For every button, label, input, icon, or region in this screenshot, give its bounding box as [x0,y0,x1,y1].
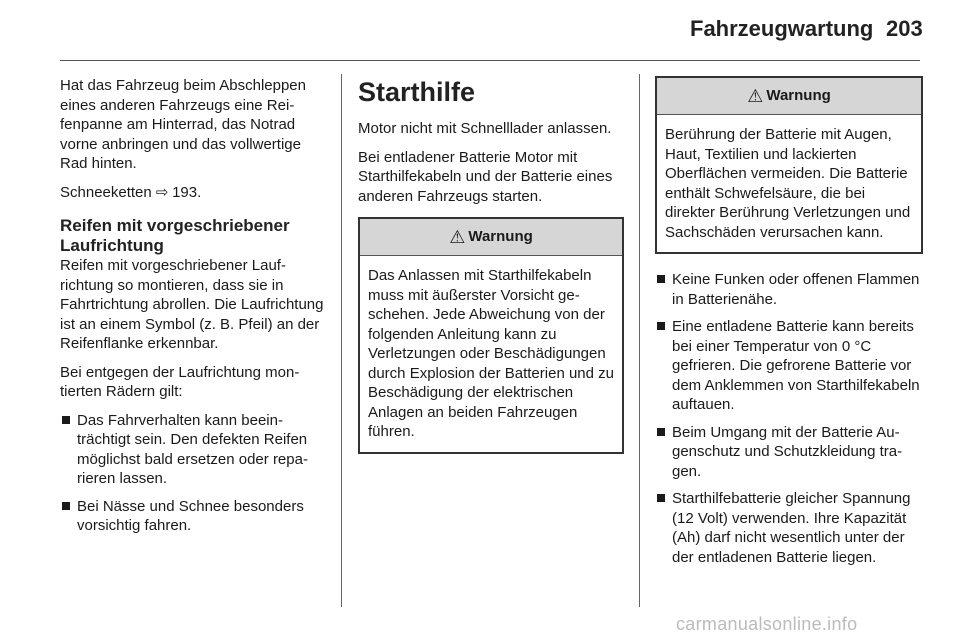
square-bullet-icon [62,416,70,424]
direction-tyres-list [60,411,326,536]
warning-label: Warnung [766,87,831,105]
warning-box-jump-start [358,217,624,454]
page-number: 203 [886,16,923,41]
quick-charger-paragraph: Motor nicht mit Schnelllader anlassen. [358,120,612,137]
snow-chains-reference [60,183,326,203]
direction-tyres-lead: Bei entgegen der Laufrichtung montierten Rädern gilt: [60,363,300,400]
list-item: Bei Nässe und Schnee besonders vorsichtig fahren. [60,497,326,536]
page-reference-icon: ⇨ [155,183,169,201]
list-item: Das Fahrverhalten kann beeinträchtigt sein. Den defekten Reifen möglichst bald ersetzen oder reparieren lassen. [60,411,326,489]
starthilfe-heading: Starthilfe [358,77,476,107]
jump-start-paragraph: Bei entladener Batterie Motor mit Starthilfekabeln und der Batterie eines anderen Fahrzeugs starten. [358,148,613,205]
list-item: Eine entladene Batterie kann bereits bei einer Temperatur von 0 °C gefrieren. Die gefrorene Batterie vor dem Anklemmen von Starthilfekabeln auftauen. [655,317,923,415]
square-bullet-icon [62,502,70,510]
warning-text: Berührung der Batterie mit Augen, Haut, Textilien und lackierten Oberflächen vermeiden. Die Batterie enthält Schwefelsäure, die bei direkter Berührung Verletzungen und Sachschäden verursachen kann. [665,126,911,241]
warning-header [657,78,921,115]
warning-box-battery-acid [655,76,923,254]
list-item: Starthilfebatterie gleicher Spannung (12 Volt) verwenden. Ihre Kapazität (Ah) darf nicht wesentlich unter der der entladenen Batterie liegen. [655,489,923,567]
column-divider-1 [341,74,342,607]
jump-start-precautions-list [655,270,923,567]
watermark: carmanualsonline.info [676,614,858,634]
square-bullet-icon [657,428,665,436]
towing-paragraph: Hat das Fahrzeug beim Abschleppen eines anderen Fahrzeugs eine Reifenpanne am Hinterrad, das Notrad vorne anbringen und das vollwertige Rad hinten. [60,77,306,172]
list-item: Keine Funken oder offenen Flammen in Batterienähe. [655,270,923,309]
column-middle [358,76,624,454]
warning-text: Das Anlassen mit Starthilfekabeln muss mit äußerster Vorsicht geschehen. Jede Abweichung von der folgenden Anleitung kann zu Verletzungen oder Beschädigungen durch Explosion der Batterien und zu Beschädigung der elektrischen Anlagen an beiden Fahrzeugen führen. [368,267,614,440]
section-title: Fahrzeugwartung [690,16,874,41]
direction-tyres-paragraph: Reifen mit vorgeschriebener Laufrichtung so montieren, dass sie in Fahrtrichtung abrollen. Die Laufrichtung ist an einem Symbol (z. B. Pfeil) an der Reifenflanke erkennbar. [60,257,324,352]
column-left [60,76,326,544]
warning-header [360,219,622,256]
column-divider-2 [639,74,640,607]
square-bullet-icon [657,494,665,502]
square-bullet-icon [657,322,665,330]
square-bullet-icon [657,275,665,283]
warning-triangle-icon: ⚠ [747,86,764,106]
direction-tyres-heading: Reifen mit vorgeschriebener Laufrichtung [60,216,290,255]
warning-triangle-icon: ⚠ [449,227,466,247]
column-right [655,76,923,575]
page-header [0,0,960,62]
reference-page[interactable]: 193. [172,183,202,201]
reference-label: Schneeketten [60,183,152,201]
list-item: Beim Umgang mit der Batterie Augenschutz und Schutzkleidung tragen. [655,423,923,482]
header-divider [60,60,920,61]
warning-label: Warnung [468,228,533,246]
